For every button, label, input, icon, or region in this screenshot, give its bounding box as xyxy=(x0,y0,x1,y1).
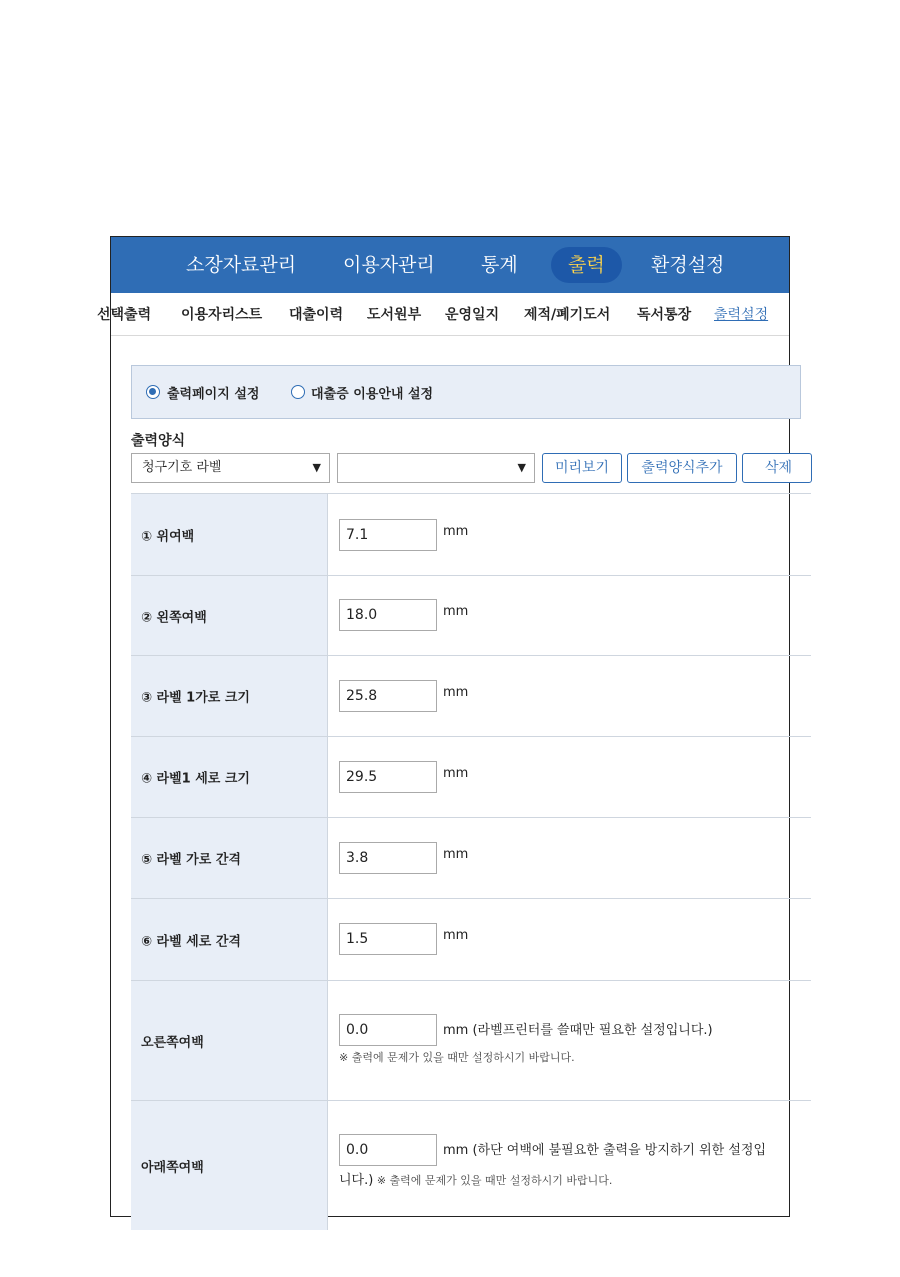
format-select-value: 청구기호 라벨 xyxy=(142,460,222,475)
output-format-title: 출력양식 xyxy=(131,433,186,449)
field-label: 오른쪽여백 xyxy=(141,1035,204,1050)
field-label: ① 위여백 xyxy=(141,529,195,544)
vertical-gap-input[interactable]: 1.5 xyxy=(339,923,437,955)
form-row xyxy=(131,1100,811,1230)
field-label-cell xyxy=(131,981,328,1100)
top-margin-input[interactable]: 7.1 xyxy=(339,519,437,551)
format-sub-select[interactable] xyxy=(337,453,535,483)
field-label: ② 왼쪽여백 xyxy=(141,610,207,625)
field-label-cell xyxy=(131,1101,328,1230)
form-row xyxy=(131,980,811,1100)
form-row xyxy=(131,898,811,980)
subnav-book-register[interactable]: 도서원부 xyxy=(367,307,422,323)
field-label-cell xyxy=(131,899,328,980)
unit-label: mm xyxy=(443,928,469,943)
chevron-down-icon: ▼ xyxy=(517,461,526,474)
bottom-margin-description-cont: 니다.) xyxy=(339,1173,374,1188)
subnav-user-list[interactable]: 이용자리스트 xyxy=(181,307,263,323)
right-margin-input[interactable]: 0.0 xyxy=(339,1014,437,1046)
radio-print-page[interactable] xyxy=(146,385,160,399)
radio-print-page-label[interactable]: 출력페이지 설정 xyxy=(167,387,260,402)
subnav-loan-history[interactable]: 대출이력 xyxy=(289,307,344,323)
nav-settings[interactable]: 환경설정 xyxy=(651,254,725,276)
nav-users[interactable]: 이용자관리 xyxy=(343,254,435,276)
unit-label: mm xyxy=(443,524,469,539)
field-label: ③ 라벨 1가로 크기 xyxy=(141,690,250,706)
subnav-discarded-books[interactable]: 제적/폐기도서 xyxy=(524,307,611,323)
form-row xyxy=(131,817,811,898)
subnav-operation-log[interactable]: 운영일지 xyxy=(445,307,500,323)
field-label: ⑤ 라벨 가로 간격 xyxy=(141,852,241,868)
radio-card-guide[interactable] xyxy=(291,385,305,399)
app-window xyxy=(97,236,793,1217)
nav-print[interactable]: 출력 xyxy=(551,247,622,283)
sub-navigation xyxy=(97,293,789,336)
field-label: 아래쪽여백 xyxy=(141,1160,204,1175)
radio-card-guide-label[interactable]: 대출증 이용안내 설정 xyxy=(311,387,434,402)
chevron-down-icon: ▼ xyxy=(312,461,321,474)
unit-label: mm xyxy=(443,604,469,619)
left-margin-input[interactable]: 18.0 xyxy=(339,599,437,631)
field-label-cell xyxy=(131,818,328,898)
preview-button[interactable]: 미리보기 xyxy=(542,453,622,483)
bottom-margin-description: mm (하단 여백에 불필요한 출력을 방지하기 위한 설정입 xyxy=(443,1143,767,1158)
form-row xyxy=(131,493,811,575)
field-label-cell xyxy=(131,576,328,655)
unit-label: mm xyxy=(443,766,469,781)
field-label: ④ 라벨1 세로 크기 xyxy=(141,771,250,787)
field-label-cell xyxy=(131,494,328,575)
format-select[interactable] xyxy=(131,453,330,483)
label-height-input[interactable]: 29.5 xyxy=(339,761,437,793)
unit-label: mm xyxy=(443,685,469,700)
form-row xyxy=(131,736,811,817)
settings-type-bar xyxy=(131,365,801,419)
subnav-reading-passbook[interactable]: 독서통장 xyxy=(637,307,692,323)
field-label-cell xyxy=(131,656,328,736)
right-margin-description: mm (라벨프린터를 쓸때만 필요한 설정입니다.) xyxy=(443,1023,713,1038)
field-label-cell xyxy=(131,737,328,817)
unit-label: mm xyxy=(443,847,469,862)
form-row xyxy=(131,575,811,655)
top-navigation xyxy=(111,237,789,293)
right-margin-note: ※ 출력에 문제가 있을 때만 설정하시기 바랍니다. xyxy=(339,1051,575,1064)
bottom-margin-note: ※ 출력에 문제가 있을 때만 설정하시기 바랍니다. xyxy=(376,1174,613,1187)
nav-collection[interactable]: 소장자료관리 xyxy=(186,254,297,276)
nav-statistics[interactable]: 통계 xyxy=(481,254,518,276)
subnav-selective-print[interactable]: 선택출력 xyxy=(97,307,152,323)
bottom-margin-input[interactable]: 0.0 xyxy=(339,1134,437,1166)
add-format-button[interactable]: 출력양식추가 xyxy=(627,453,737,483)
form-row xyxy=(131,655,811,736)
field-label: ⑥ 라벨 세로 간격 xyxy=(141,934,241,949)
horizontal-gap-input[interactable]: 3.8 xyxy=(339,842,437,874)
delete-button[interactable]: 삭제 xyxy=(742,453,812,483)
subnav-print-settings[interactable]: 출력설정 xyxy=(714,307,769,323)
label-width-input[interactable]: 25.8 xyxy=(339,680,437,712)
bottom-margin-note-line xyxy=(339,1169,612,1188)
